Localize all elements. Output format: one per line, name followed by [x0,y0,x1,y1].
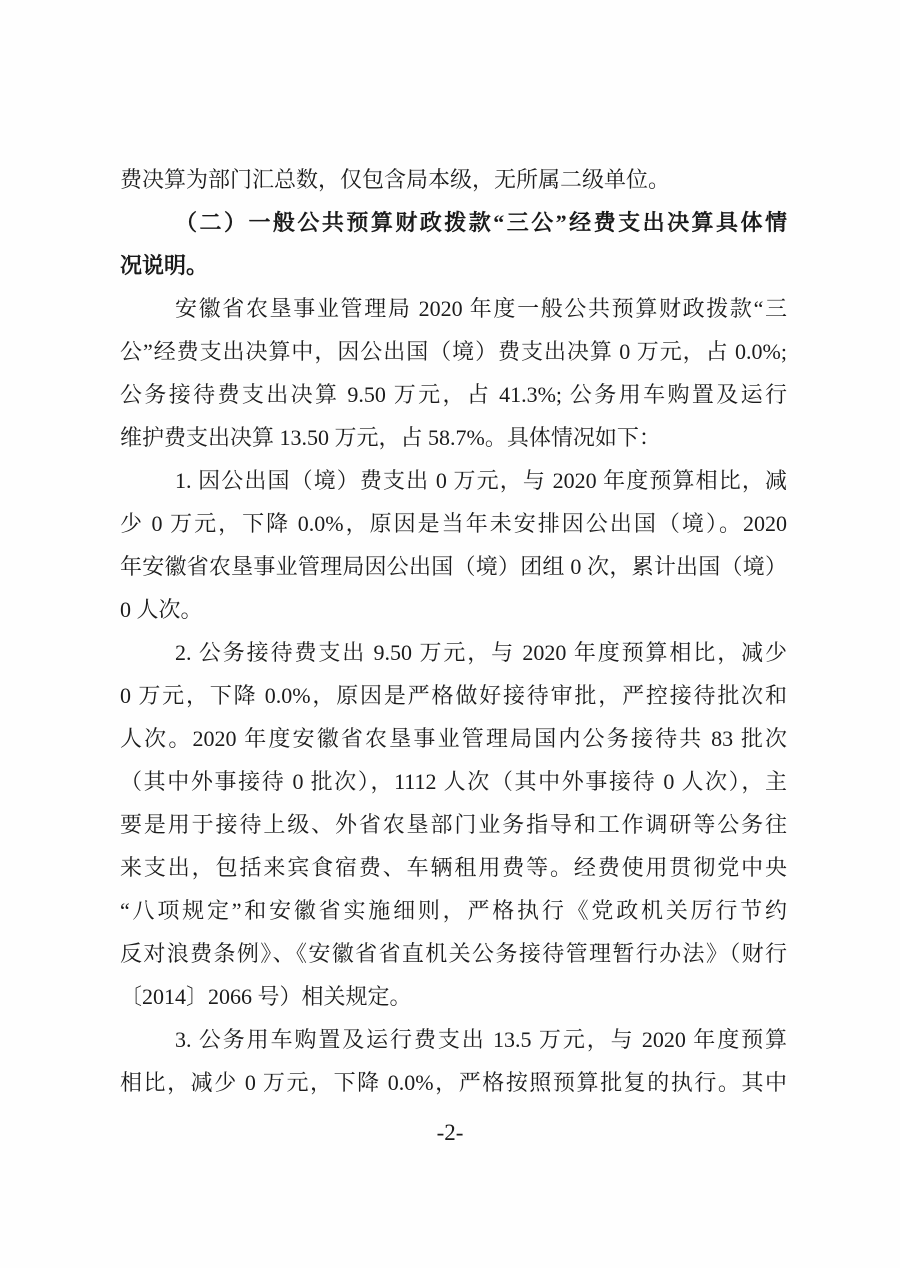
text-line: （其中外事接待 0 批次），1112 人次（其中外事接待 0 人次），主 [120,769,787,794]
text-line: 0 人次。 [120,597,203,622]
text-line: 1. 因公出国（境）费支出 0 万元，与 2020 年度预算相比，减 [175,468,787,493]
document-body [120,158,787,1104]
text-line: 相比，减少 0 万元，下降 0.0%，严格按照预算批复的执行。其中 [120,1070,787,1095]
text-line: 费决算为部门汇总数，仅包含局本级，无所属二级单位。 [120,167,671,192]
text-line: 安徽省农垦事业管理局 2020 年度一般公共预算财政拨款“三 [175,296,787,321]
text-line: “八项规定”和安徽省实施细则，严格执行《党政机关厉行节约 [120,898,787,923]
text-line: 少 0 万元，下降 0.0%，原因是当年未安排因公出国（境）。2020 [120,511,787,536]
text-line: 公务接待费支出决算 9.50 万元，占 41.3%; 公务用车购置及运行 [120,382,787,407]
text-line: 来支出，包括来宾食宿费、车辆租用费等。经费使用贯彻党中央 [120,855,787,880]
text-line: 况说明。 [120,253,209,278]
text-line: 人次。2020 年度安徽省农垦事业管理局国内公务接待共 83 批次 [120,726,787,751]
text-line: 年安徽省农垦事业管理局因公出国（境）团组 0 次，累计出国（境） [120,554,787,579]
text-line: 0 万元，下降 0.0%，原因是严格做好接待审批，严控接待批次和 [120,683,787,708]
text-line: 公”经费支出决算中，因公出国（境）费支出决算 0 万元，占 0.0%; [120,339,787,364]
text-line: 要是用于接待上级、外省农垦部门业务指导和工作调研等公务往 [120,812,787,837]
page-number: -2- [436,1120,464,1145]
text-line: （二）一般公共预算财政拨款“三公”经费支出决算具体情 [175,210,787,235]
text-line: 反对浪费条例》、《安徽省省直机关公务接待管理暂行办法》（财行 [120,941,787,966]
text-line: 〔2014〕2066 号）相关规定。 [120,984,412,1009]
text-line: 3. 公务用车购置及运行费支出 13.5 万元，与 2020 年度预算 [175,1027,787,1052]
text-line: 维护费支出决算 13.50 万元，占 58.7%。具体情况如下： [120,425,661,450]
text-line: 2. 公务接待费支出 9.50 万元，与 2020 年度预算相比，减少 [175,640,787,665]
